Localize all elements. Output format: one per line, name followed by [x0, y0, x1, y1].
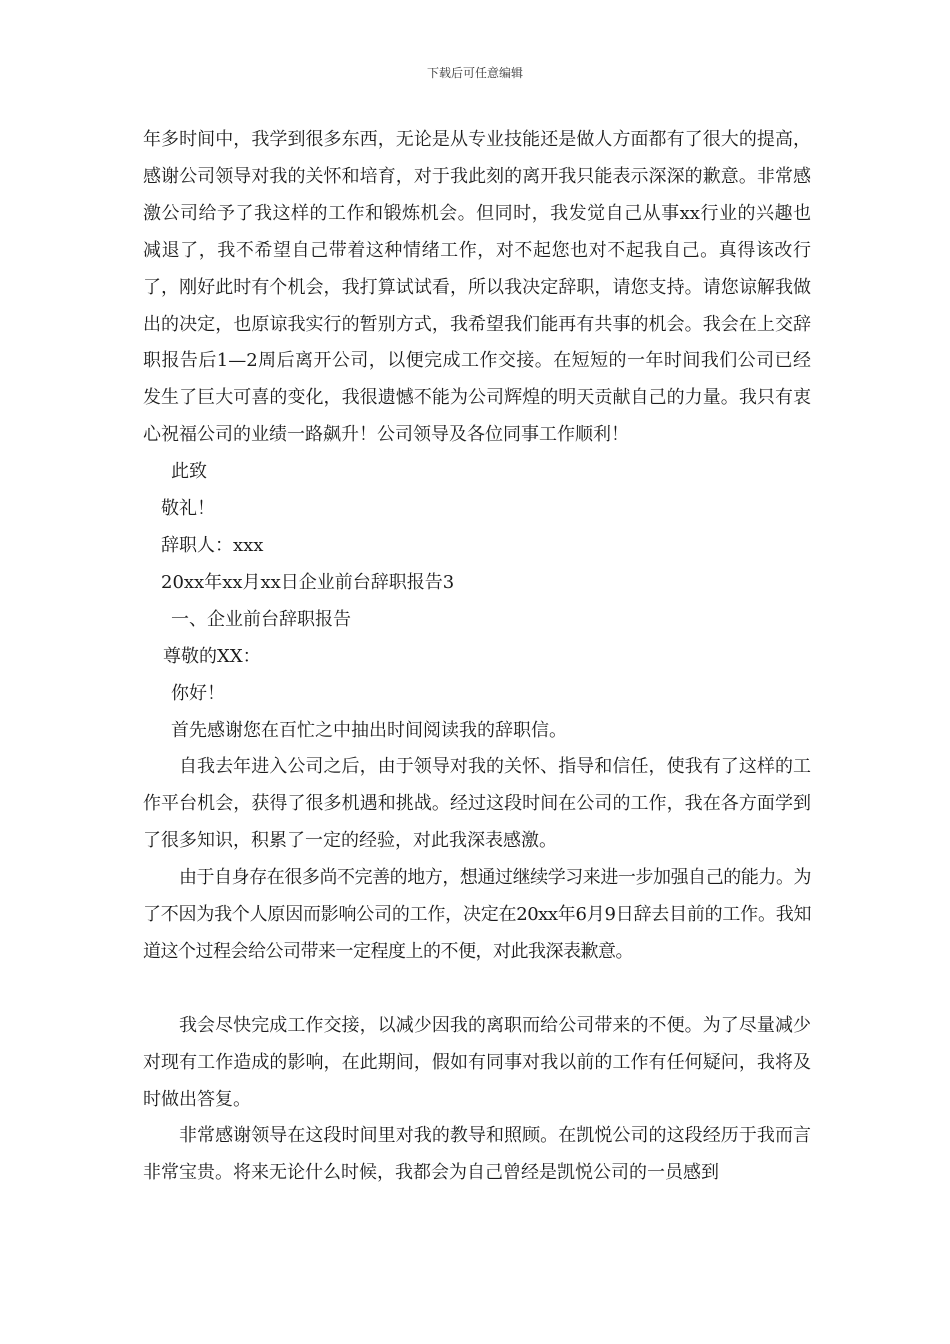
- paragraph-spacer: [143, 971, 811, 1008]
- signature-line: 辞职人：xxx: [161, 534, 264, 556]
- letter-body: [143, 122, 811, 1192]
- paragraph-gratitude: 非常感谢领导在这段时间里对我的教导和照顾。在凯悦公司的这段经历于我而言非常宝贵。将来无论什么时候，我都会为自己曾经是凯悦公司的一员感到: [143, 1125, 811, 1184]
- greeting: 你好！: [171, 682, 225, 704]
- salutation: 尊敬的XX：: [163, 645, 261, 667]
- closing-salute: 敬礼！: [161, 498, 215, 520]
- page-header-note: 下载后可任意编辑: [426, 66, 523, 80]
- paragraph-handover: 我会尽快完成工作交接，以减少因我的离职而给公司带来的不便。为了尽量减少对现有工作造成的影响，在此期间，假如有同事对我以前的工作有任何疑问，我将及时做出答复。: [143, 1014, 811, 1110]
- paragraph-opening: 年多时间中，我学到很多东西，无论是从专业技能还是做人方面都有了很大的提高，感谢公司领导对我的关怀和培育，对于我此刻的离开我只能表示深深的歉意。非常感激公司给予了我这样的工作和锻炼机会。但同时，我发觉自己从事xx行业的兴趣也减退了，我不希望自己带着这种情绪工作，对不起您也对不起我自己。真得该改行了，刚好此时有个机会，我打算试试看，所以我决定辞职，请您支持。请您谅解我做出的决定，也原谅我实行的暂别方式，我希望我们能再有共事的机会。我会在上交辞职报告后1—2周后离开公司，以便完成工作交接。在短短的一年时间我们公司已经发生了巨大可喜的变化，我很遗憾不能为公司辉煌的明天贡献自己的力量。我只有衷心祝福公司的业绩一路飙升！公司领导及各位同事工作顺利！: [143, 129, 811, 446]
- date-and-title: 20xx年xx月xx日企业前台辞职报告3: [161, 571, 455, 593]
- paragraph-experience: 自我去年进入公司之后，由于领导对我的关怀、指导和信任，使我有了这样的工作平台机会，获得了很多机遇和挑战。经过这段时间在公司的工作，我在各方面学到了很多知识，积累了一定的经验，对此我深表感激。: [143, 756, 811, 852]
- paragraph-reason: 由于自身存在很多尚不完善的地方，想通过继续学习来进一步加强自己的能力。为了不因为我个人原因而影响公司的工作，决定在20xx年6月9日辞去目前的工作。我知道这个过程会给公司带来一定程度上的不便，对此我深表歉意。: [143, 867, 811, 962]
- section-heading: 一、企业前台辞职报告: [171, 608, 351, 630]
- paragraph-thanks: 首先感谢您在百忙之中抽出时间阅读我的辞职信。: [171, 719, 567, 741]
- closing-line: 此致: [171, 461, 207, 483]
